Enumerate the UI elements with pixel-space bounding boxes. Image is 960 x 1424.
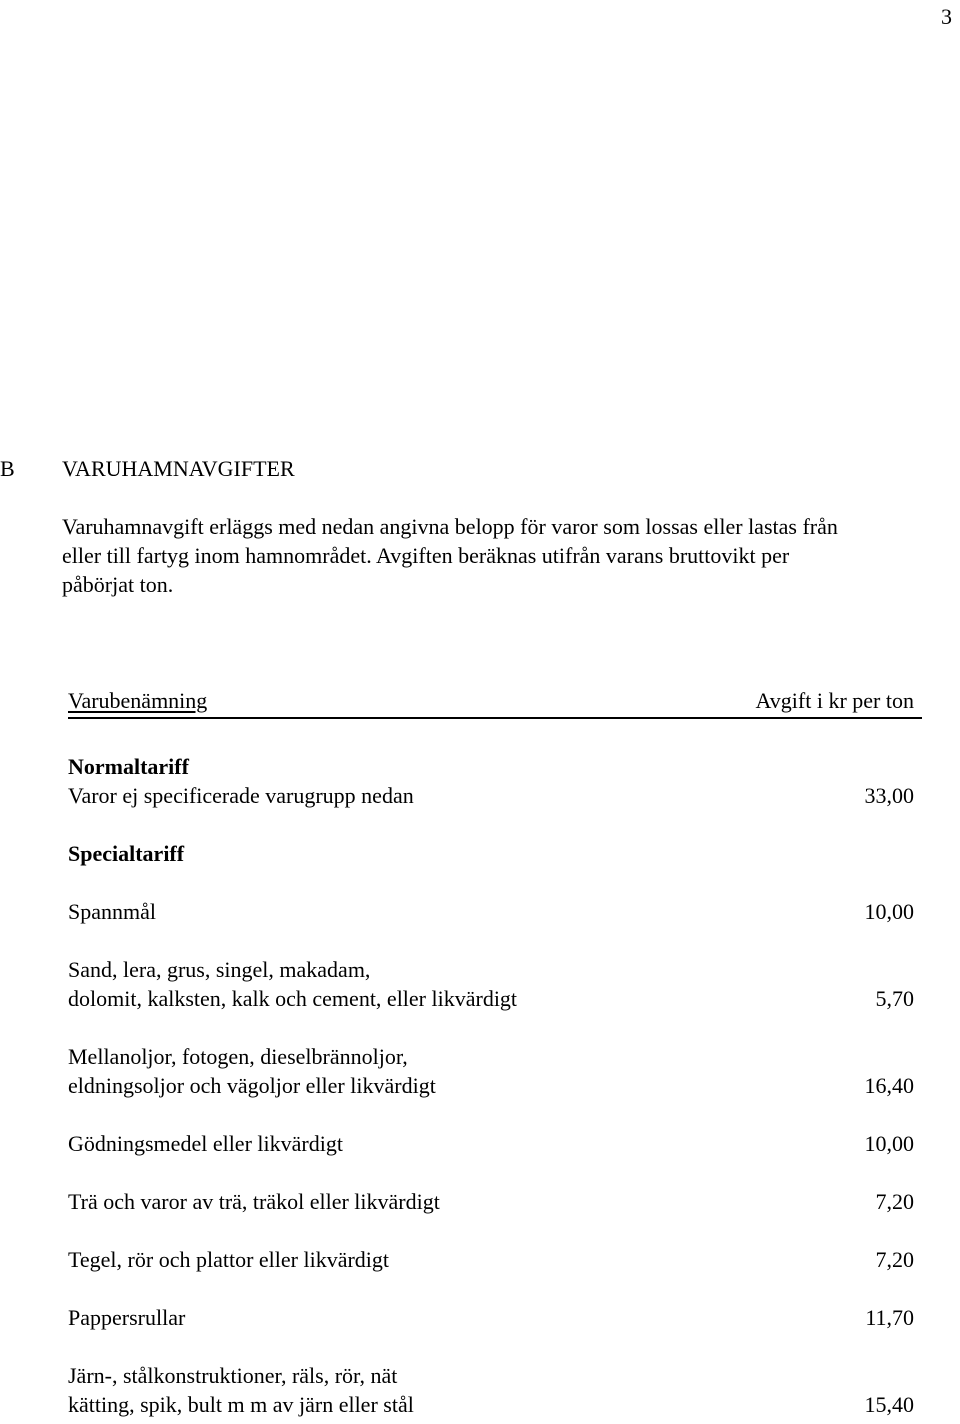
- fee-value: 5,70: [875, 986, 914, 1011]
- goods-name: Tegel, rör och plattor eller likvärdigt: [68, 1247, 390, 1272]
- column-header-goods: Varubenämning: [68, 688, 208, 713]
- table-row: [68, 1303, 922, 1332]
- goods-name: Trä och varor av trä, träkol eller likvärdigt: [68, 1189, 440, 1214]
- fee-table: [68, 687, 922, 1419]
- goods-name: Spannmål: [68, 899, 156, 924]
- goods-name: Pappersrullar: [68, 1305, 186, 1330]
- goods-name: Sand, lera, grus, singel, makadam, dolomit, kalksten, kalk och cement, eller likvärdigt: [68, 957, 518, 1011]
- table-row: [68, 897, 922, 926]
- intro-line: Varuhamnavgift erläggs med nedan angivna belopp för varor som lossas eller lastas från: [62, 514, 838, 539]
- table-row: [68, 1129, 922, 1158]
- table-row: [68, 1187, 922, 1216]
- table-row: [68, 1361, 922, 1419]
- fee-value: 7,20: [875, 1189, 914, 1214]
- page-number: 3: [941, 4, 952, 29]
- table-header: [68, 687, 922, 719]
- fee-value: 16,40: [864, 1073, 914, 1098]
- goods-name: Varor ej specificerade varugrupp nedan: [68, 783, 414, 808]
- special-tariff-heading: Specialtariff: [68, 841, 185, 866]
- goods-name: Gödningsmedel eller likvärdigt: [68, 1131, 343, 1156]
- column-header-fee: Avgift i kr per ton: [755, 688, 914, 713]
- table-row: [68, 955, 922, 1013]
- goods-name: Mellanoljor, fotogen, dieselbrännoljor, eldningsoljor och vägoljor eller likvärdigt: [68, 1044, 436, 1098]
- goods-name: Järn-, stålkonstruktioner, räls, rör, nät kätting, spik, bult m m av järn eller stål: [68, 1363, 414, 1417]
- section-heading: [0, 454, 960, 484]
- section-title: VARUHAMNAVGIFTER: [62, 456, 295, 481]
- table-row: [68, 781, 922, 810]
- table-row: [68, 1042, 922, 1100]
- intro-line: påbörjat ton.: [62, 572, 174, 597]
- normal-tariff-heading: Normaltariff: [68, 754, 189, 779]
- table-row: [68, 1245, 922, 1274]
- fee-value: 10,00: [864, 899, 914, 924]
- fee-value: 15,40: [864, 1392, 914, 1417]
- fee-value: 10,00: [864, 1131, 914, 1156]
- intro-paragraph: [62, 512, 960, 599]
- fee-value: 33,00: [864, 783, 914, 808]
- intro-line: eller till fartyg inom hamnområdet. Avgiften beräknas utifrån varans bruttovikt per: [62, 543, 790, 568]
- fee-value: 11,70: [865, 1305, 914, 1330]
- fee-value: 7,20: [875, 1247, 914, 1272]
- section-letter: B: [0, 456, 15, 481]
